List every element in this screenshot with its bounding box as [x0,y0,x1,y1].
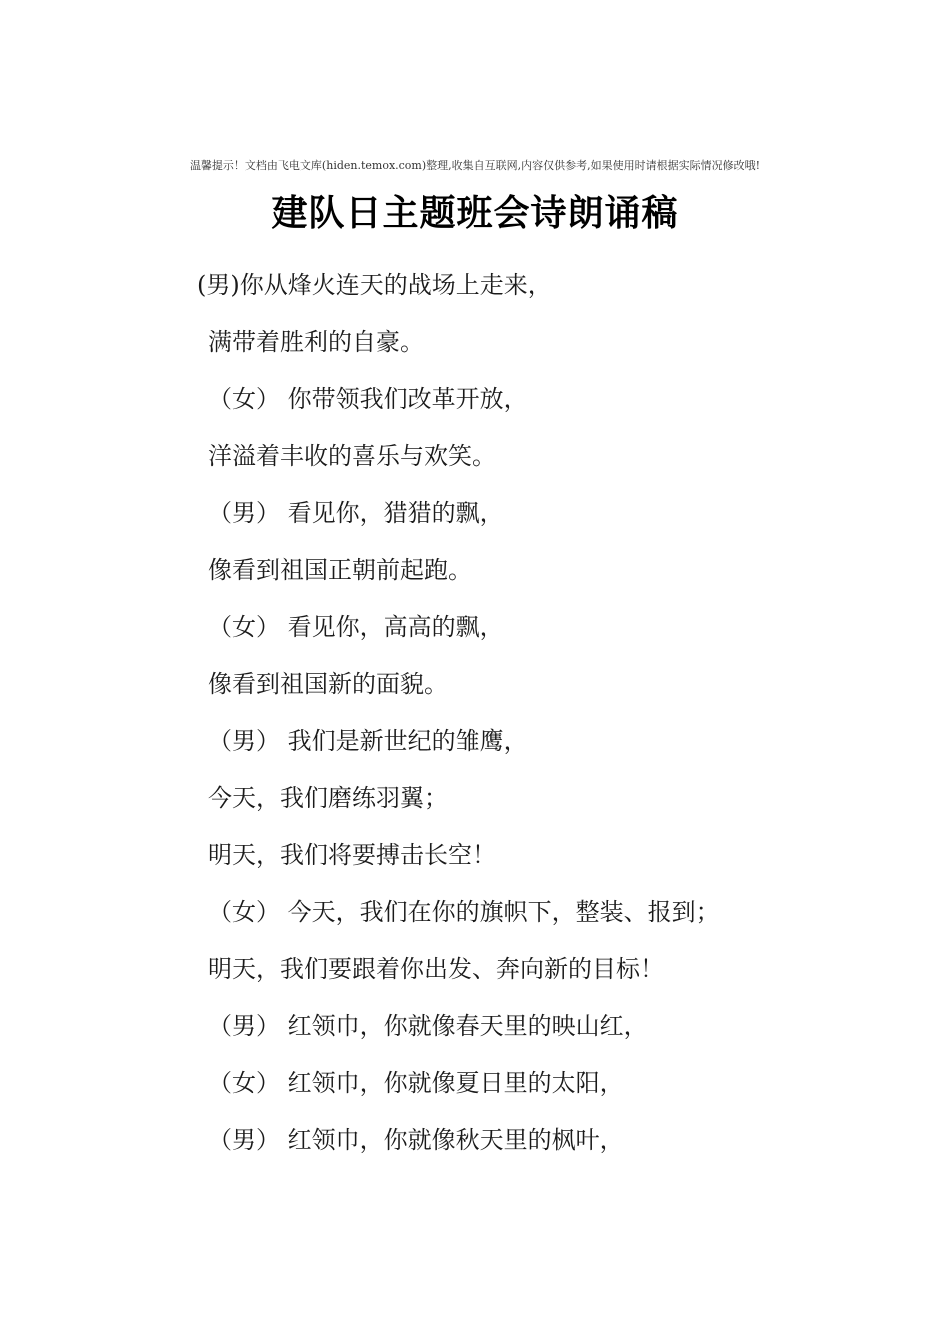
poem-line: （女） 今天，我们在你的旗帜下，整装、报到； [208,898,720,926]
poem-line: 今天，我们磨练羽翼； [208,784,448,812]
poem-line: （男） 我们是新世纪的雏鹰， [208,727,528,755]
poem-line: （女） 你带领我们改革开放， [208,385,528,413]
poem-line: （男） 红领巾，你就像秋天里的枫叶， [208,1126,624,1154]
download-notice: 温馨提示！文档由飞电文库(hiden.temox.com)整理,收集自互联网,内容仅供参考,如果使用时请根据实际情况修改哦! [189,159,761,172]
poem-line: 洋溢着丰收的喜乐与欢笑。 [208,442,496,470]
poem-line: （男） 红领巾，你就像春天里的映山红， [208,1012,648,1040]
poem-line: 满带着胜利的自豪。 [208,328,424,356]
poem-line: （女） 看见你，高高的飘， [208,613,504,641]
poem-line: （男） 看见你，猎猎的飘， [208,499,504,527]
poem-line: （女） 红领巾，你就像夏日里的太阳， [208,1069,624,1097]
poem-line: (男)你从烽火连天的战场上走来， [197,271,552,299]
poem-line: 像看到祖国正朝前起跑。 [208,556,472,584]
page-title: 建队日主题班会诗朗诵稿 [271,193,679,234]
poem-line: 明天，我们要跟着你出发、奔向新的目标！ [208,955,664,983]
poem-line: 明天，我们将要搏击长空！ [208,841,496,869]
poem-line: 像看到祖国新的面貌。 [208,670,448,698]
